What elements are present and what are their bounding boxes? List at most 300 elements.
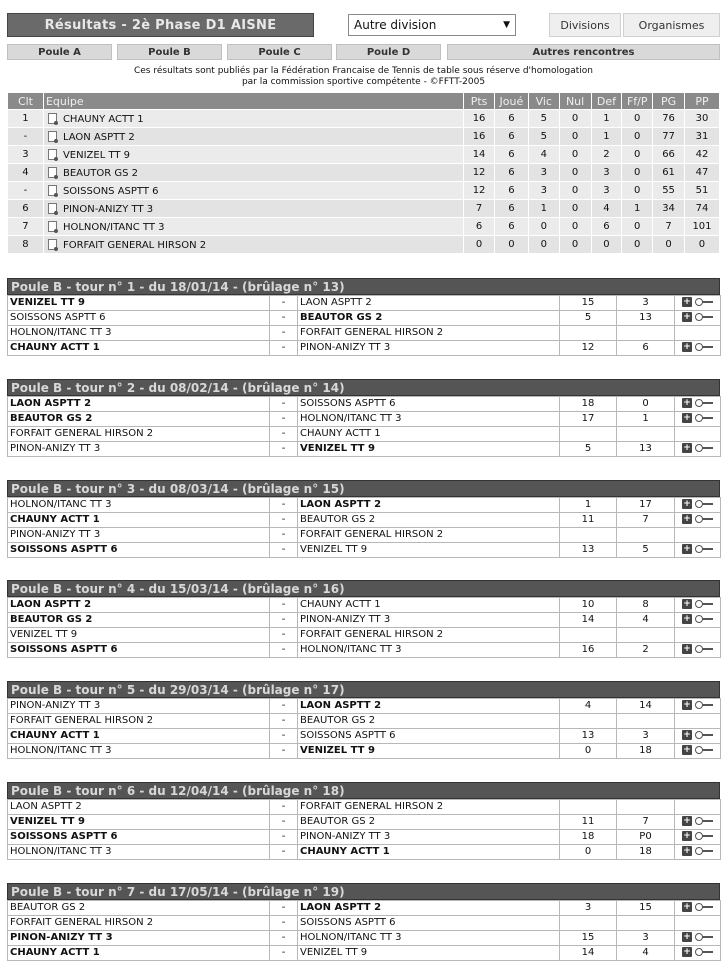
detail-plus-icon[interactable]: + [683,700,691,710]
match-row [8,643,721,658]
cell-joue: 6 [494,146,528,164]
cell-pp: 47 [684,164,719,182]
team-sheet-icon[interactable] [48,167,57,178]
cell-nul: 0 [559,218,591,236]
round-title: Poule B - tour n° 4 - du 15/03/14 - (brûlage n° 16) [7,580,720,597]
detail-plus-icon[interactable]: + [683,730,691,740]
col-equipe: Equipe [43,93,463,110]
cell-def: 3 [591,164,622,182]
standings-header-row [8,93,720,110]
cell-pg: 34 [653,200,685,218]
cell-pg: 61 [653,164,685,182]
vs-separator: - [270,916,298,931]
cell-pp: 31 [684,128,719,146]
cell-pp: 51 [684,182,719,200]
match-row [8,412,721,427]
cell-pp: 42 [684,146,719,164]
cell-def: 4 [591,200,622,218]
round-matches-table [7,295,721,356]
division-select[interactable] [348,14,516,36]
detail-plus-icon[interactable]: + [683,413,691,423]
vs-separator: - [270,311,298,326]
away-score: 18 [617,744,675,759]
round-matches-table [7,497,721,558]
round-block [7,379,720,457]
key-icon[interactable] [695,600,713,608]
vs-separator: - [270,498,298,513]
col-vic: Vic [528,93,559,110]
match-actions [675,729,721,744]
team-name[interactable]: PINON-ANIZY TT 3 [62,203,154,215]
match-row [8,326,721,341]
team-name[interactable]: BEAUTOR GS 2 [62,167,139,179]
page-header [0,0,727,41]
match-row [8,744,721,759]
detail-plus-icon[interactable]: + [683,342,691,352]
cell-def: 0 [591,236,622,254]
key-icon[interactable] [695,817,713,825]
away-team: HOLNON/ITANC TT 3 [298,412,560,427]
cell-ffp: 0 [622,218,653,236]
match-actions [675,442,721,457]
col-clt: Clt [8,93,44,110]
detail-plus-icon[interactable]: + [683,947,691,957]
poule-tabs [7,44,720,60]
team-name-cell[interactable] [43,128,463,146]
match-row [8,498,721,513]
team-name-cell[interactable] [43,146,463,164]
home-team: PINON-ANIZY TT 3 [8,528,270,543]
away-score: P0 [617,830,675,845]
vs-separator: - [270,699,298,714]
away-team: HOLNON/ITANC TT 3 [298,931,560,946]
home-team: BEAUTOR GS 2 [8,613,270,628]
divisions-link[interactable]: Divisions [549,13,621,37]
home-score: 5 [560,311,617,326]
home-team: LAON ASPTT 2 [8,397,270,412]
key-icon[interactable] [695,500,713,508]
home-team: HOLNON/ITANC TT 3 [8,498,270,513]
match-row [8,442,721,457]
vs-separator: - [270,901,298,916]
vs-separator: - [270,397,298,412]
team-name[interactable]: LAON ASPTT 2 [62,131,135,143]
vs-separator: - [270,845,298,860]
round-block [7,278,720,356]
key-icon[interactable] [695,933,713,941]
cell-pts: 12 [464,182,495,200]
tab-poule-d[interactable]: Poule D [336,44,441,60]
key-icon[interactable] [695,444,713,452]
team-name[interactable]: FORFAIT GENERAL HIRSON 2 [62,239,207,251]
match-actions [675,513,721,528]
cell-nul: 0 [559,110,591,128]
col-pts: Pts [464,93,495,110]
home-score [560,326,617,341]
home-team: FORFAIT GENERAL HIRSON 2 [8,714,270,729]
detail-plus-icon[interactable]: + [683,816,691,826]
cell-pp: 101 [684,218,719,236]
match-actions [675,931,721,946]
team-name-cell[interactable] [43,200,463,218]
match-row [8,815,721,830]
match-row [8,845,721,860]
home-team: VENIZEL TT 9 [8,815,270,830]
team-name[interactable]: HOLNON/ITANC TT 3 [62,221,165,233]
home-score: 14 [560,613,617,628]
match-row [8,901,721,916]
home-team: BEAUTOR GS 2 [8,412,270,427]
match-row [8,931,721,946]
vs-separator: - [270,613,298,628]
away-team: FORFAIT GENERAL HIRSON 2 [298,628,560,643]
home-team: SOISSONS ASPTT 6 [8,643,270,658]
key-icon[interactable] [695,731,713,739]
match-row [8,543,721,558]
team-sheet-icon[interactable] [48,221,57,232]
match-row [8,714,721,729]
vs-separator: - [270,412,298,427]
home-score [560,528,617,543]
match-actions [675,699,721,714]
col-ffp: Ff/P [622,93,653,110]
key-icon[interactable] [695,515,713,523]
away-score: 1 [617,412,675,427]
detail-plus-icon[interactable]: + [683,902,691,912]
vs-separator: - [270,815,298,830]
match-actions [675,397,721,412]
away-team: VENIZEL TT 9 [298,543,560,558]
home-team: LAON ASPTT 2 [8,800,270,815]
match-row [8,598,721,613]
away-score: 8 [617,598,675,613]
cell-pts: 16 [464,128,495,146]
home-team: CHAUNY ACTT 1 [8,513,270,528]
match-actions [675,543,721,558]
vs-separator: - [270,598,298,613]
away-team: CHAUNY ACTT 1 [298,598,560,613]
key-icon[interactable] [695,645,713,653]
match-actions [675,901,721,916]
home-score: 5 [560,442,617,457]
key-icon[interactable] [695,545,713,553]
detail-plus-icon[interactable]: + [683,312,691,322]
detail-plus-icon[interactable]: + [683,745,691,755]
home-score: 1 [560,498,617,513]
col-def: Def [591,93,622,110]
tab-poule-c[interactable]: Poule C [227,44,332,60]
home-team: CHAUNY ACTT 1 [8,341,270,356]
team-name-cell[interactable] [43,218,463,236]
match-actions [675,946,721,961]
standings-row [8,110,720,128]
cell-vic: 3 [528,164,559,182]
home-team: CHAUNY ACTT 1 [8,946,270,961]
col-pg: PG [653,93,685,110]
detail-plus-icon[interactable]: + [683,932,691,942]
round-title: Poule B - tour n° 1 - du 18/01/14 - (brûlage n° 13) [7,278,720,295]
cell-pg: 66 [653,146,685,164]
away-score: 0 [617,397,675,412]
team-sheet-icon[interactable] [48,131,57,142]
key-icon[interactable] [695,701,713,709]
cell-clt: - [8,182,44,200]
home-team: CHAUNY ACTT 1 [8,729,270,744]
cell-def: 6 [591,218,622,236]
chevron-down-icon: ▼ [503,20,510,30]
key-icon[interactable] [695,948,713,956]
key-icon[interactable] [695,615,713,623]
away-score: 13 [617,311,675,326]
away-team: BEAUTOR GS 2 [298,714,560,729]
home-score: 13 [560,729,617,744]
tab-poule-b[interactable]: Poule B [117,44,222,60]
detail-plus-icon[interactable]: + [683,297,691,307]
cell-pg: 7 [653,218,685,236]
match-actions [675,714,721,729]
team-name-cell[interactable] [43,182,463,200]
home-team: FORFAIT GENERAL HIRSON 2 [8,427,270,442]
away-team: CHAUNY ACTT 1 [298,845,560,860]
team-name-cell[interactable] [43,236,463,254]
away-score: 2 [617,643,675,658]
team-name[interactable]: VENIZEL TT 9 [62,149,131,161]
team-name-cell[interactable] [43,164,463,182]
tab-poule-a[interactable]: Poule A [7,44,112,60]
cell-pp: 0 [684,236,719,254]
round-block [7,883,720,961]
home-score: 0 [560,744,617,759]
away-score [617,326,675,341]
away-score: 7 [617,815,675,830]
key-icon[interactable] [695,313,713,321]
cell-pts: 14 [464,146,495,164]
cell-joue: 0 [494,236,528,254]
key-icon[interactable] [695,903,713,911]
cell-pp: 74 [684,200,719,218]
detail-plus-icon[interactable]: + [683,398,691,408]
standings-row [8,164,720,182]
cell-nul: 0 [559,164,591,182]
key-icon[interactable] [695,847,713,855]
home-team: SOISSONS ASPTT 6 [8,311,270,326]
organismes-link[interactable]: Organismes [623,13,720,37]
away-team: FORFAIT GENERAL HIRSON 2 [298,800,560,815]
detail-plus-icon[interactable]: + [683,443,691,453]
col-nul: Nul [559,93,591,110]
key-icon[interactable] [695,399,713,407]
away-score [617,916,675,931]
detail-plus-icon[interactable]: + [683,846,691,856]
standings-row [8,218,720,236]
home-team: SOISSONS ASPTT 6 [8,543,270,558]
away-score: 7 [617,513,675,528]
away-score: 4 [617,613,675,628]
home-team: VENIZEL TT 9 [8,296,270,311]
home-team: BEAUTOR GS 2 [8,901,270,916]
standings-row [8,200,720,218]
cell-vic: 0 [528,236,559,254]
home-score [560,427,617,442]
away-team: LAON ASPTT 2 [298,901,560,916]
vs-separator: - [270,744,298,759]
cell-vic: 5 [528,128,559,146]
home-score: 17 [560,412,617,427]
home-score: 3 [560,901,617,916]
standings-row [8,236,720,254]
cell-clt: 3 [8,146,44,164]
col-joue: Joué [494,93,528,110]
division-select-value: Autre division [354,18,437,32]
away-team: BEAUTOR GS 2 [298,815,560,830]
tab-autres-rencontres[interactable]: Autres rencontres [447,44,720,60]
vs-separator: - [270,513,298,528]
round-title: Poule B - tour n° 2 - du 08/02/14 - (brûlage n° 14) [7,379,720,396]
match-row [8,311,721,326]
vs-separator: - [270,442,298,457]
team-sheet-icon[interactable] [48,203,57,214]
away-score [617,800,675,815]
away-score: 4 [617,946,675,961]
detail-plus-icon[interactable]: + [683,614,691,624]
away-team: SOISSONS ASPTT 6 [298,397,560,412]
match-actions [675,427,721,442]
cell-def: 1 [591,110,622,128]
away-score [617,714,675,729]
round-matches-table [7,698,721,759]
key-icon[interactable] [695,343,713,351]
cell-pts: 0 [464,236,495,254]
detail-plus-icon[interactable]: + [683,644,691,654]
away-team: SOISSONS ASPTT 6 [298,916,560,931]
round-block [7,580,720,658]
team-name[interactable]: SOISSONS ASPTT 6 [62,185,159,197]
detail-plus-icon[interactable]: + [683,831,691,841]
home-team: PINON-ANIZY TT 3 [8,699,270,714]
standings-row [8,128,720,146]
team-sheet-icon[interactable] [48,239,57,250]
round-block [7,681,720,759]
team-name-cell[interactable] [43,110,463,128]
cell-clt: 7 [8,218,44,236]
away-score: 6 [617,341,675,356]
vs-separator: - [270,800,298,815]
detail-plus-icon[interactable]: + [683,544,691,554]
cell-pp: 30 [684,110,719,128]
match-actions [675,845,721,860]
home-score [560,916,617,931]
cell-ffp: 0 [622,182,653,200]
away-score: 17 [617,498,675,513]
cell-joue: 6 [494,110,528,128]
detail-plus-icon[interactable]: + [683,599,691,609]
key-icon[interactable] [695,746,713,754]
vs-separator: - [270,729,298,744]
home-score [560,628,617,643]
detail-plus-icon[interactable]: + [683,499,691,509]
vs-separator: - [270,427,298,442]
cell-clt: - [8,128,44,146]
away-team: PINON-ANIZY TT 3 [298,830,560,845]
cell-pg: 0 [653,236,685,254]
home-team: VENIZEL TT 9 [8,628,270,643]
away-score: 15 [617,901,675,916]
key-icon[interactable] [695,298,713,306]
cell-joue: 6 [494,218,528,236]
round-title: Poule B - tour n° 3 - du 08/03/14 - (brûlage n° 15) [7,480,720,497]
match-actions [675,598,721,613]
away-team: PINON-ANIZY TT 3 [298,613,560,628]
match-row [8,916,721,931]
cell-ffp: 0 [622,164,653,182]
match-row [8,830,721,845]
match-actions [675,628,721,643]
match-row [8,800,721,815]
match-actions [675,296,721,311]
match-row [8,528,721,543]
home-team: HOLNON/ITANC TT 3 [8,326,270,341]
match-actions [675,613,721,628]
home-score: 16 [560,643,617,658]
home-score: 11 [560,513,617,528]
match-row [8,699,721,714]
away-score: 3 [617,296,675,311]
team-name[interactable]: CHAUNY ACTT 1 [62,113,144,125]
home-score: 4 [560,699,617,714]
detail-plus-icon[interactable]: + [683,514,691,524]
match-row [8,628,721,643]
cell-def: 1 [591,128,622,146]
standings-row [8,182,720,200]
vs-separator: - [270,714,298,729]
away-team: VENIZEL TT 9 [298,442,560,457]
match-actions [675,815,721,830]
cell-def: 3 [591,182,622,200]
key-icon[interactable] [695,414,713,422]
cell-pts: 6 [464,218,495,236]
vs-separator: - [270,628,298,643]
vs-separator: - [270,528,298,543]
round-matches-table [7,396,721,457]
match-actions [675,412,721,427]
cell-joue: 6 [494,182,528,200]
away-team: CHAUNY ACTT 1 [298,427,560,442]
match-actions [675,341,721,356]
team-sheet-icon[interactable] [48,113,57,124]
match-actions [675,498,721,513]
cell-nul: 0 [559,236,591,254]
cell-nul: 0 [559,182,591,200]
cell-ffp: 1 [622,200,653,218]
cell-clt: 8 [8,236,44,254]
team-sheet-icon[interactable] [48,185,57,196]
round-matches-table [7,900,721,961]
vs-separator: - [270,830,298,845]
round-block [7,480,720,558]
match-row [8,513,721,528]
round-matches-table [7,799,721,860]
col-pp: PP [684,93,719,110]
match-row [8,397,721,412]
round-title: Poule B - tour n° 6 - du 12/04/14 - (brûlage n° 18) [7,782,720,799]
away-score: 3 [617,729,675,744]
team-sheet-icon[interactable] [48,149,57,160]
match-row [8,946,721,961]
key-icon[interactable] [695,832,713,840]
cell-pg: 76 [653,110,685,128]
away-score [617,528,675,543]
round-title: Poule B - tour n° 7 - du 17/05/14 - (brûlage n° 19) [7,883,720,900]
